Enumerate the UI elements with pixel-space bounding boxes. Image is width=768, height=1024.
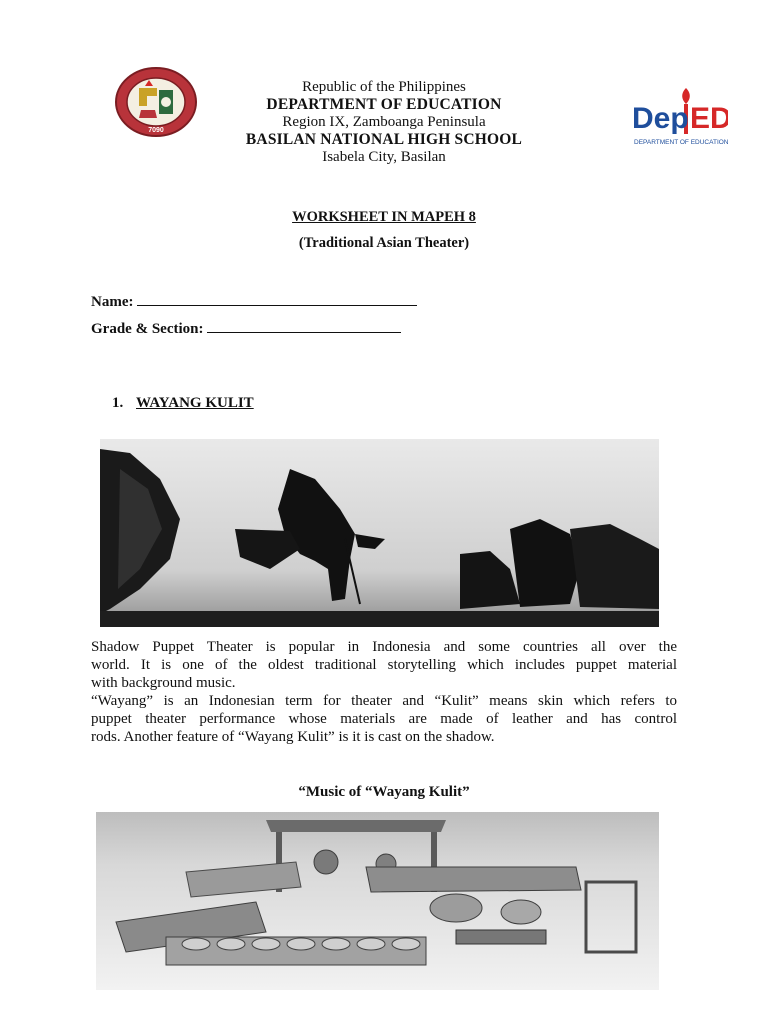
paragraph-line-3: with background music. (91, 675, 236, 691)
header-city: Isabela City, Basilan (322, 149, 446, 165)
svg-text:ED: ED (690, 102, 728, 135)
paragraph-line-6: rods. Another feature of “Wayang Kulit” is it is cast on the shadow. (91, 729, 495, 745)
svg-text:DEPARTMENT OF EDUCATION: DEPARTMENT OF EDUCATION (634, 139, 728, 146)
worksheet-subtitle: (Traditional Asian Theater) (298, 235, 470, 251)
worksheet-title: WORKSHEET IN MAPEH 8 (292, 209, 476, 225)
header-school: BASILAN NATIONAL HIGH SCHOOL (245, 131, 523, 148)
wayang-kulit-photo (100, 439, 659, 627)
grade-section-label: Grade & Section: (91, 321, 204, 337)
name-field (91, 291, 417, 311)
music-title: “Music of “Wayang Kulit” (298, 784, 470, 800)
header-region: Region IX, Zamboanga Peninsula (282, 114, 486, 130)
paragraph-line-2: world. It is one of the oldest traditional storytelling which includes puppet material (91, 657, 677, 673)
header-department: DEPARTMENT OF EDUCATION (266, 96, 502, 113)
svg-text:Dep: Dep (632, 102, 689, 135)
grade-section-field (91, 318, 401, 338)
grade-section-blank[interactable] (207, 318, 401, 333)
header-republic: Republic of the Philippines (302, 79, 466, 95)
svg-text:7090: 7090 (148, 127, 164, 134)
section-heading (112, 395, 254, 412)
paragraph-line-5: puppet theater performance whose materials are made of leather and has control (91, 711, 677, 727)
school-seal-logo (113, 66, 199, 138)
paragraph-line-4: “Wayang” is an Indonesian term for theater and “Kulit” means skin which refers to (91, 693, 677, 709)
name-label: Name: (91, 294, 134, 310)
gamelan-instruments-photo (96, 812, 659, 990)
section-title: WAYANG KULIT (136, 395, 254, 411)
name-blank[interactable] (137, 291, 417, 306)
section-number: 1. (112, 395, 124, 411)
deped-logo (630, 84, 728, 154)
paragraph-line-1: Shadow Puppet Theater is popular in Indonesia and some countries all over the (91, 639, 677, 655)
